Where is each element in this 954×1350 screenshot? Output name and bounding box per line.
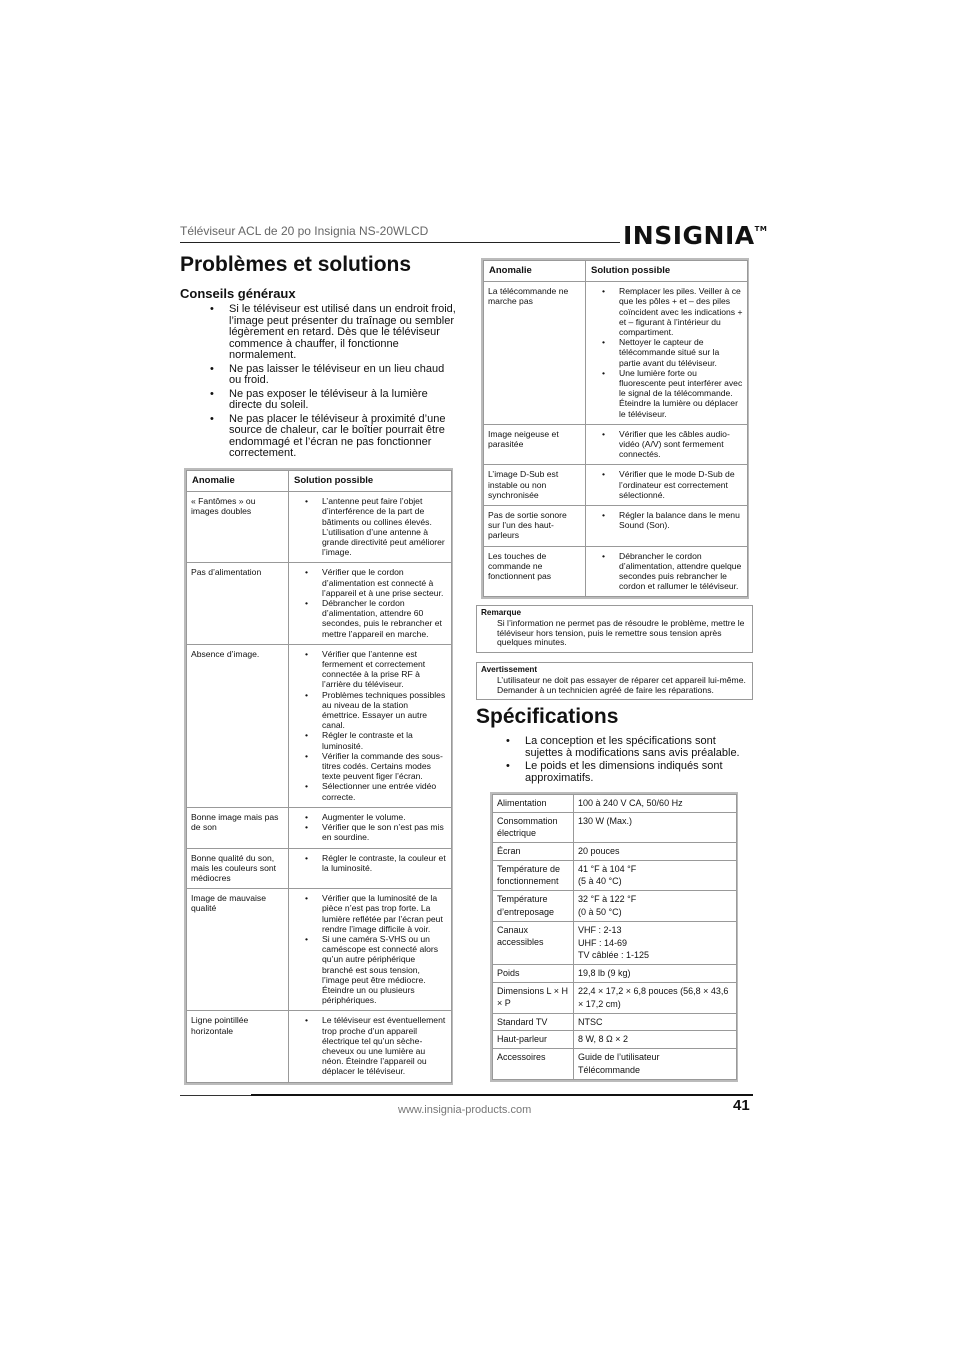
spec-value-line: 19,8 lb (9 kg) (578, 968, 631, 979)
solution-cell (586, 546, 748, 597)
problem-cell: Les touches de commande ne fonctionnent pas (484, 546, 586, 597)
solution-list (590, 429, 743, 460)
general-tips-list (209, 304, 457, 462)
spec-value-line: NTSC (578, 1016, 603, 1027)
solution-cell (289, 563, 452, 644)
problem-cell: Absence d’image. (187, 644, 289, 807)
solution-item: • Une lumière forte ou fluorescente peut interférer avec le signal de la télécommande. Éteindre la lumière ou déplacer le téléviseur. (590, 368, 743, 419)
insignia-logo (623, 221, 767, 250)
solution-cell (289, 492, 452, 563)
solution-item: • Remplacer les piles. Veiller à ce que les pôles + et – des piles coïncident avec les indications + et – figurant à l’intérieur du compartiment. (590, 286, 743, 337)
solution-cell (586, 424, 748, 465)
solution-cell (289, 644, 452, 807)
warning-heading: Avertissement (481, 665, 538, 674)
spec-label: Écran (493, 842, 574, 860)
note-box (476, 605, 753, 653)
table-row (493, 860, 737, 891)
footer-rule-thick (251, 1094, 753, 1096)
table-row (484, 465, 748, 506)
specifications-notes-list (505, 736, 753, 786)
solution-item: • Augmenter le volume. (293, 812, 447, 822)
solution-list (293, 649, 447, 802)
solution-cell (289, 1011, 452, 1082)
spec-value (574, 1013, 737, 1031)
spec-value-line: Guide de l’utilisateur (578, 1052, 660, 1063)
spec-value (574, 921, 737, 964)
table-row (493, 1013, 737, 1031)
specifications-title: Spécifications (476, 705, 619, 728)
spec-value-line: 41 °F à 104 °F (578, 863, 637, 874)
note-text: Si l’information ne permet pas de résoudre le problème, mettre le téléviseur hors tension, puis le remettre sous tension après quelques minutes. (497, 617, 745, 648)
table-row (484, 282, 748, 425)
table-row (187, 848, 452, 889)
table-row (187, 807, 452, 848)
spec-value-line: 20 pouces (578, 845, 620, 856)
table-row (187, 1011, 452, 1082)
trouble-table-left-frame (184, 468, 453, 1085)
column-header-solution: Solution possible (289, 471, 452, 492)
general-tips-heading: Conseils généraux (180, 286, 296, 301)
solution-item: • Vérifier que le son n’est pas mis en sourdine. (293, 822, 447, 842)
solution-item: • L’antenne peut faire l’objet d’interférence de la part de bâtiments ou collines élevés. L’utilisation d’une antenne à grande directivité peut améliorer l’image. (293, 496, 447, 557)
trouble-table-right (483, 260, 748, 597)
solution-list (293, 893, 447, 1005)
list-item: • Si le téléviseur est utilisé dans un endroit froid, l’image peut présenter du traînage ou sembler légèrement en retard. Dès que le téléviseur commence à chauffer, il fonctionne normalement. (209, 304, 457, 362)
column-header-problem: Anomalie (484, 261, 586, 282)
spec-label: Haut-parleur (493, 1031, 574, 1049)
table-row (493, 891, 737, 922)
spec-value-line: 32 °F à 122 °F (578, 894, 637, 905)
solution-list (293, 496, 447, 557)
spec-label: Température de fonctionnement (493, 860, 574, 891)
spec-value-line: VHF : 2-13 (578, 924, 622, 935)
spec-value-line: 130 W (Max.) (578, 815, 633, 826)
spec-value-line: (5 à 40 °C) (578, 876, 622, 887)
problem-cell: Pas d’alimentation (187, 563, 289, 644)
spec-value (574, 1031, 737, 1049)
list-item: • Ne pas exposer le téléviseur à la lumière directe du soleil. (209, 389, 457, 412)
table-row (493, 1031, 737, 1049)
table-row (493, 842, 737, 860)
solution-list (293, 567, 447, 638)
list-item: • La conception et les spécifications sont sujettes à modifications sans avis préalable. (505, 736, 753, 759)
note-heading: Remarque (481, 608, 522, 617)
problems-title: Problèmes et solutions (180, 253, 412, 276)
list-item: • Le poids et les dimensions indiqués sont approximatifs. (505, 761, 753, 784)
logo-trademark: TM (754, 225, 768, 233)
solution-list (293, 1015, 447, 1076)
solution-item: • Nettoyer le capteur de télécommande situé sur la partie avant du téléviseur. (590, 337, 743, 368)
footer-url: www.insignia-products.com (398, 1104, 532, 1116)
spec-label: Température d’entreposage (493, 891, 574, 922)
spec-label: Consommation électrique (493, 812, 574, 842)
problem-cell: « Fantômes » ou images doubles (187, 492, 289, 563)
table-row (493, 812, 737, 842)
spec-value-line: 22,4 × 17,2 × 6,8 pouces (56,8 × 43,6 × 17,2 cm) (578, 985, 729, 1009)
document-title: Téléviseur ACL de 20 po Insignia NS-20WLCD (180, 224, 429, 238)
trouble-table-right-frame (481, 258, 749, 599)
spec-value (574, 860, 737, 891)
solution-cell (586, 506, 748, 547)
warning-box (476, 662, 753, 700)
solution-item: • Débrancher le cordon d’alimentation, attendre quelque secondes puis rebrancher le cordon et rallumer le téléviseur. (590, 551, 743, 592)
spec-value (574, 795, 737, 813)
spec-value-line: TV câblée : 1-125 (578, 950, 650, 961)
problem-cell: L’image D-Sub est instable ou non synchronisée (484, 465, 586, 506)
solution-cell (289, 889, 452, 1011)
spec-label: Poids (493, 965, 574, 983)
table-row (187, 644, 452, 807)
spec-value (574, 812, 737, 842)
solution-item: • Si une caméra S-VHS ou un caméscope est connecté alors qu’un autre périphérique branché est sous tension, l’image peut être médiocre. Éteindre un ou plusieurs périphériques. (293, 934, 447, 1005)
problem-cell: Bonne image mais pas de son (187, 807, 289, 848)
list-item: • Ne pas placer le téléviseur à proximité d’une source de chaleur, car le boîtier pourrait être endommagé et l’écran ne pas fonctionner correctement. (209, 414, 457, 460)
problem-cell: Ligne pointillée horizontale (187, 1011, 289, 1082)
problem-cell: Image neigeuse et parasitée (484, 424, 586, 465)
solution-list (590, 510, 743, 530)
trouble-table-left (186, 470, 452, 1083)
solution-item: • Sélectionner une entrée vidéo correcte. (293, 781, 447, 801)
spec-label: Alimentation (493, 795, 574, 813)
solution-list (293, 812, 447, 843)
solution-cell (289, 848, 452, 889)
solution-item: • Le téléviseur est éventuellement trop proche d’un appareil électrique tel qu’un sèche-cheveux ou une lumière au néon. Éteindre l’appareil ou déplacer le téléviseur. (293, 1015, 447, 1076)
problem-cell: Bonne qualité du son, mais les couleurs sont médiocres (187, 848, 289, 889)
solution-cell (586, 282, 748, 425)
table-row (493, 965, 737, 983)
spec-value-line: 8 W, 8 Ω × 2 (578, 1034, 629, 1045)
spec-value-line: UHF : 14-69 (578, 937, 628, 948)
spec-value (574, 982, 737, 1013)
solution-item: • Débrancher le cordon d’alimentation, attendre 60 secondes, puis le rebrancher et mettre l’appareil en marche. (293, 598, 447, 639)
table-row (493, 795, 737, 813)
spec-label: Accessoires (493, 1049, 574, 1080)
spec-label: Dimensions L × H × P (493, 982, 574, 1013)
table-row (187, 492, 452, 563)
problem-cell: Image de mauvaise qualité (187, 889, 289, 1011)
table-row (187, 563, 452, 644)
problem-cell: Pas de sortie sonore sur l’un des haut-parleurs (484, 506, 586, 547)
solution-item: • Vérifier que l’antenne est fermement et correctement connectée à la prise RF à l’arrière du téléviseur. (293, 649, 447, 690)
specifications-table (492, 794, 737, 1080)
spec-value (574, 1049, 737, 1080)
solution-item: • Régler la balance dans le menu Sound (Son). (590, 510, 743, 530)
solution-item: • Vérifier que les câbles audio-vidéo (A/V) sont fermement connectés. (590, 429, 743, 460)
solution-item: • Régler le contraste, la couleur et la luminosité. (293, 853, 447, 873)
column-header-problem: Anomalie (187, 471, 289, 492)
spec-value-line: 100 à 240 V CA, 50/60 Hz (578, 798, 683, 808)
table-row (187, 889, 452, 1011)
table-row (484, 506, 748, 547)
table-row (493, 921, 737, 964)
spec-value-line: (0 à 50 °C) (578, 906, 622, 917)
list-item: • Ne pas laisser le téléviseur en un lieu chaud ou froid. (209, 364, 457, 387)
spec-value (574, 891, 737, 922)
spec-value (574, 842, 737, 860)
table-row (493, 982, 737, 1013)
header-rule (180, 242, 620, 243)
logo-text: INSIGNIA (623, 221, 755, 250)
specifications-table-frame (490, 792, 738, 1082)
solution-list (590, 286, 743, 419)
solution-item: • Vérifier la commande des sous-titres codés. Certains modes texte peuvent figer l’écran. (293, 751, 447, 782)
solution-list (293, 853, 447, 873)
solution-list (590, 551, 743, 592)
column-header-solution: Solution possible (586, 261, 748, 282)
table-row (493, 1049, 737, 1080)
spec-label: Canaux accessibles (493, 921, 574, 964)
solution-item: • Régler le contraste et la luminosité. (293, 730, 447, 750)
solution-cell (586, 465, 748, 506)
spec-value-line: Télécommande (578, 1064, 641, 1075)
solution-item: • Vérifier que la luminosité de la pièce n’est pas trop forte. La lumière reflétée par l’écran peut rendre l’image difficile à voir. (293, 893, 447, 934)
solution-list (590, 469, 743, 500)
solution-cell (289, 807, 452, 848)
spec-label: Standard TV (493, 1013, 574, 1031)
page-number: 41 (733, 1097, 750, 1114)
warning-text: L’utilisateur ne doit pas essayer de réparer cet appareil lui-même. Demander à un technicien agréé de faire les réparations. (497, 674, 746, 695)
spec-value (574, 965, 737, 983)
solution-item: • Problèmes techniques possibles au niveau de la station émettrice. Essayer un autre canal. (293, 690, 447, 731)
solution-item: • Vérifier que le mode D-Sub de l’ordinateur est correctement sélectionné. (590, 469, 743, 500)
table-row (484, 424, 748, 465)
problem-cell: La télécommande ne marche pas (484, 282, 586, 425)
solution-item: • Vérifier que le cordon d’alimentation est connecté à l’appareil et à une prise secteur. (293, 567, 447, 598)
table-row (484, 546, 748, 597)
